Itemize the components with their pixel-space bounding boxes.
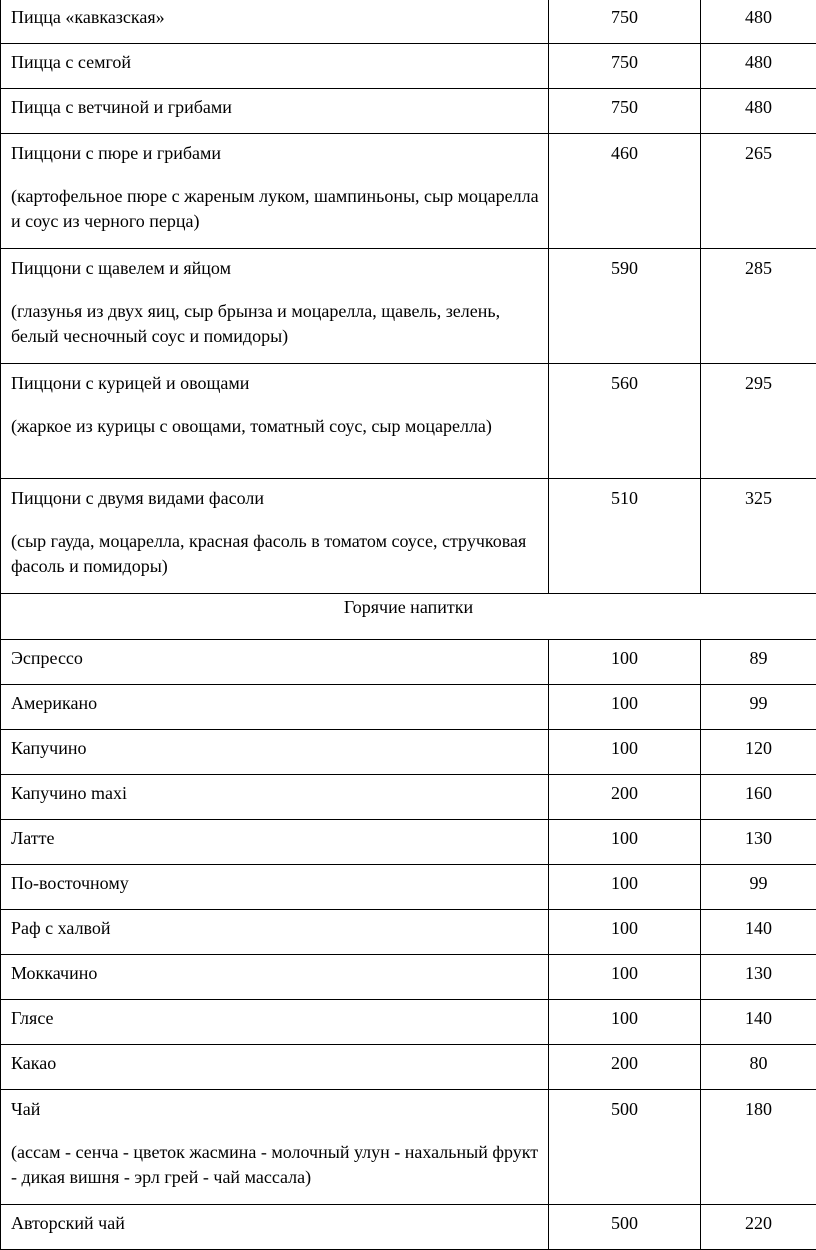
item-name: Латте <box>11 820 548 849</box>
weight-cell <box>549 775 701 820</box>
price-cell <box>701 1090 816 1205</box>
item-name: Авторский чай <box>11 1205 548 1234</box>
item-weight: 750 <box>549 44 700 73</box>
weight-cell <box>549 685 701 730</box>
item-weight: 100 <box>549 820 700 849</box>
price-cell <box>701 910 816 955</box>
item-name-cell <box>1 134 549 249</box>
item-name: Пицца с семгой <box>11 44 548 73</box>
price-cell <box>701 775 816 820</box>
price-cell <box>701 134 816 249</box>
item-weight: 100 <box>549 685 700 714</box>
item-name: Капучино <box>11 730 548 759</box>
item-price: 265 <box>701 134 816 164</box>
item-price: 140 <box>701 910 816 939</box>
item-name-cell <box>1 1090 549 1205</box>
price-cell <box>701 479 816 594</box>
item-name-cell <box>1 0 549 44</box>
table-row <box>1 775 816 820</box>
table-row <box>1 1045 816 1090</box>
item-price: 180 <box>701 1090 816 1120</box>
item-name-cell <box>1 1000 549 1045</box>
weight-cell <box>549 1090 701 1205</box>
table-row <box>1 865 816 910</box>
item-name-cell <box>1 775 549 820</box>
weight-cell <box>549 249 701 364</box>
price-cell <box>701 89 816 134</box>
item-description: (ассам - сенча - цветок жасмина - молочный улун - нахальный фрукт - дикая вишня - эрл грей - чай массала) <box>11 1120 548 1190</box>
item-weight: 100 <box>549 640 700 669</box>
price-cell <box>701 1205 816 1250</box>
weight-cell <box>549 820 701 865</box>
section-row <box>1 594 816 640</box>
item-name: Раф с халвой <box>11 910 548 939</box>
item-price: 99 <box>701 865 816 894</box>
item-name: Пиццони с щавелем и яйцом <box>11 249 548 279</box>
item-name: Эспрессо <box>11 640 548 669</box>
item-weight: 100 <box>549 865 700 894</box>
item-name: По-восточному <box>11 865 548 894</box>
item-name-cell <box>1 89 549 134</box>
weight-cell <box>549 1205 701 1250</box>
price-cell <box>701 730 816 775</box>
item-name: Пиццони с двумя видами фасоли <box>11 479 548 509</box>
item-price: 480 <box>701 0 816 28</box>
table-row <box>1 640 816 685</box>
price-cell <box>701 1045 816 1090</box>
weight-cell <box>549 364 701 479</box>
weight-cell <box>549 865 701 910</box>
item-name: Американо <box>11 685 548 714</box>
item-weight: 750 <box>549 89 700 118</box>
table-row <box>1 249 816 364</box>
weight-cell <box>549 0 701 44</box>
item-weight: 510 <box>549 479 700 509</box>
section-heading: Горячие напитки <box>1 594 816 618</box>
item-name-cell <box>1 640 549 685</box>
item-name: Глясе <box>11 1000 548 1029</box>
item-price: 160 <box>701 775 816 804</box>
item-name: Пиццони с пюре и грибами <box>11 134 548 164</box>
item-price: 130 <box>701 955 816 984</box>
table-row <box>1 685 816 730</box>
weight-cell <box>549 44 701 89</box>
price-cell <box>701 640 816 685</box>
price-cell <box>701 685 816 730</box>
item-name: Пицца с ветчиной и грибами <box>11 89 548 118</box>
item-name-cell <box>1 44 549 89</box>
weight-cell <box>549 89 701 134</box>
weight-cell <box>549 1000 701 1045</box>
table-row <box>1 44 816 89</box>
item-price: 99 <box>701 685 816 714</box>
weight-cell <box>549 640 701 685</box>
item-price: 285 <box>701 249 816 279</box>
item-weight: 750 <box>549 0 700 28</box>
table-row <box>1 910 816 955</box>
item-name-cell <box>1 910 549 955</box>
weight-cell <box>549 1045 701 1090</box>
table-row <box>1 479 816 594</box>
item-name-cell <box>1 730 549 775</box>
item-price: 140 <box>701 1000 816 1029</box>
item-weight: 200 <box>549 1045 700 1074</box>
table-row <box>1 1090 816 1205</box>
item-weight: 100 <box>549 1000 700 1029</box>
weight-cell <box>549 479 701 594</box>
price-cell <box>701 364 816 479</box>
weight-cell <box>549 730 701 775</box>
item-name: Моккачино <box>11 955 548 984</box>
item-name-cell <box>1 249 549 364</box>
price-cell <box>701 955 816 1000</box>
price-cell <box>701 865 816 910</box>
item-weight: 560 <box>549 364 700 394</box>
item-name: Какао <box>11 1045 548 1074</box>
item-price: 480 <box>701 89 816 118</box>
item-name: Пицца «кавказская» <box>11 0 548 28</box>
item-price: 80 <box>701 1045 816 1074</box>
item-name-cell <box>1 865 549 910</box>
price-cell <box>701 820 816 865</box>
item-description: (картофельное пюре с жареным луком, шампиньоны, сыр моцарелла и соус из черного перца) <box>11 164 548 234</box>
item-name: Чай <box>11 1090 548 1120</box>
item-name-cell <box>1 364 549 479</box>
price-cell <box>701 1000 816 1045</box>
item-weight: 100 <box>549 955 700 984</box>
table-row <box>1 955 816 1000</box>
table-row <box>1 89 816 134</box>
item-weight: 500 <box>549 1205 700 1234</box>
item-description: (жаркое из курицы с овощами, томатный соус, сыр моцарелла) <box>11 394 548 439</box>
item-name: Капучино maxi <box>11 775 548 804</box>
table-row <box>1 730 816 775</box>
item-description: (глазунья из двух яиц, сыр брынза и моцарелла, щавель, зелень, белый чесночный соус и помидоры) <box>11 279 548 349</box>
section-heading-cell <box>1 594 816 640</box>
item-weight: 100 <box>549 730 700 759</box>
item-price: 480 <box>701 44 816 73</box>
table-row <box>1 364 816 479</box>
item-description: (сыр гауда, моцарелла, красная фасоль в томатом соусе, стручковая фасоль и помидоры) <box>11 509 548 579</box>
weight-cell <box>549 910 701 955</box>
item-weight: 460 <box>549 134 700 164</box>
item-price: 295 <box>701 364 816 394</box>
price-cell <box>701 0 816 44</box>
table-row <box>1 820 816 865</box>
item-price: 220 <box>701 1205 816 1234</box>
item-name: Пиццони с курицей и овощами <box>11 364 548 394</box>
item-weight: 500 <box>549 1090 700 1120</box>
price-cell <box>701 249 816 364</box>
table-row <box>1 134 816 249</box>
item-name-cell <box>1 479 549 594</box>
item-price: 130 <box>701 820 816 849</box>
table-row <box>1 1205 816 1250</box>
table-row <box>1 1000 816 1045</box>
item-weight: 100 <box>549 910 700 939</box>
item-price: 325 <box>701 479 816 509</box>
item-weight: 590 <box>549 249 700 279</box>
item-name-cell <box>1 955 549 1000</box>
weight-cell <box>549 134 701 249</box>
item-price: 120 <box>701 730 816 759</box>
table-row <box>1 0 816 44</box>
item-name-cell <box>1 820 549 865</box>
item-price: 89 <box>701 640 816 669</box>
item-name-cell <box>1 1205 549 1250</box>
item-name-cell <box>1 1045 549 1090</box>
weight-cell <box>549 955 701 1000</box>
item-weight: 200 <box>549 775 700 804</box>
item-name-cell <box>1 685 549 730</box>
price-cell <box>701 44 816 89</box>
